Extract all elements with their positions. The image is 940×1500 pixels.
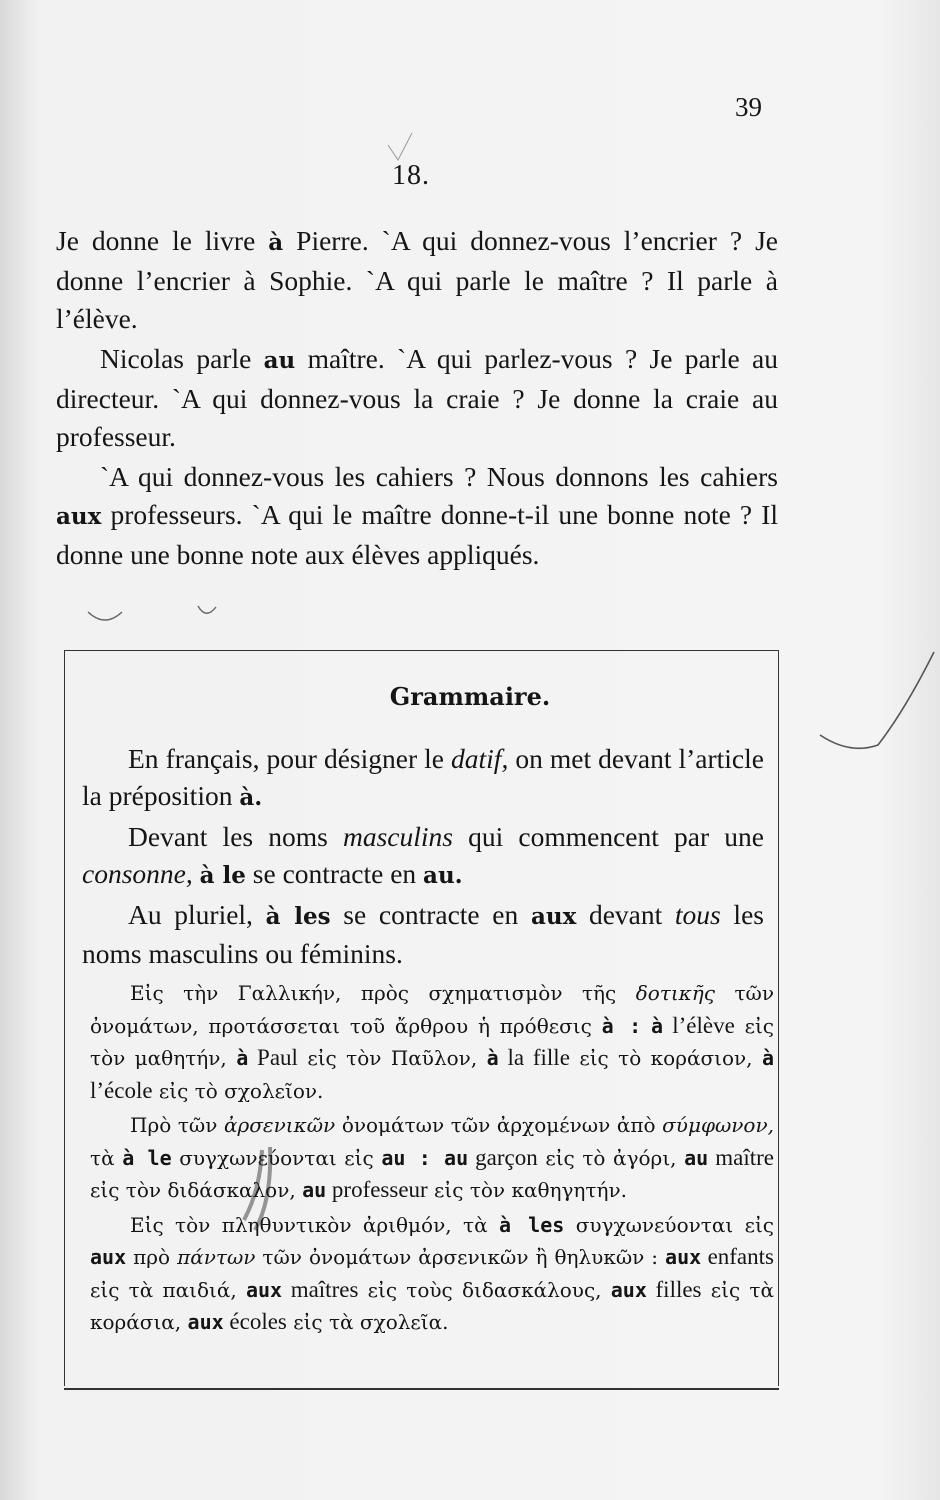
lesson-number: 18. [392,160,430,191]
ink-stroke [244,1147,270,1230]
page-number: 39 [735,92,762,122]
grammar-fr-paragraph-2: Devant les noms masculins qui commencent par une consonne, à le se contracte en au. [82,821,764,889]
grammar-gr-paragraph-2: Πρὸ τῶν ἀρσενικῶν ὀνομάτων τῶν ἀρχομένων ἀπὸ σύμφωνον, τὰ à le συγχωνεύονται εἰς au : au garçon εἰς τὸ ἀγόρι, au maître εἰς τὸν διδάσκαλον, au professeur εἰς τὸν καθηγητήν. [90,1113,774,1202]
pencil-stroke-underline [88,606,216,620]
pencil-stroke-checkmark [388,133,412,160]
pencil-stroke-margin [820,652,934,748]
reading-paragraph-1: Je donne le livre à Pierre. `A qui donnez-vous l’encrier ? Je donne l’encrier à Sophie. `A qui parle le maître ? Il parle à l’élève. [56,225,778,334]
grammar-gr-paragraph-1: Εἰς τὴν Γαλλικήν, πρὸς σχηματισμὸν τῆς δοτικῆς τῶν ὀνομάτων, προτάσσεται τοῦ ἄρθρου ἡ πρόθεσις à : à l’élève εἰς τὸν μαθητήν, à Paul εἰς τὸν Παῦλον, à la fille εἰς τὸ κοράσιον, à l’école εἰς τὸ σχολεῖον. [90,981,775,1103]
grammar-fr-paragraph-3: Au pluriel, à les se contracte en aux devant tous les noms masculins ou féminins. [82,899,764,969]
grammar-title: Grammaire. [389,682,551,711]
reading-paragraph-2: Nicolas parle au maître. `A qui parlez-vous ? Je parle au directeur. `A qui donnez-vous la craie ? Je donne la craie au professeur. [56,343,779,452]
grammar-gr-paragraph-3: Εἰς τὸν πληθυντικὸν ἀριθμόν, τὰ à les συγχωνεύονται εἰς aux πρὸ πάντων τῶν ὀνομάτων ἀρσενικῶν ἢ θηλυκῶν : aux enfants εἰς τὰ παιδιά, aux maîtres εἰς τοὺς διδασκάλους, aux filles εἰς τὰ κοράσια, aux écoles εἰς τὰ σχολεῖα. [90,1212,774,1334]
grammar-fr-paragraph-1: En français, pour désigner le datif, on met devant l’article la préposition à. [82,743,764,811]
reading-paragraph-3: `A qui donnez-vous les cahiers ? Nous donnons les cahiers aux professeurs. `A qui le maître donne-t-il une bonne note ? Il donne une bonne note aux élèves appliqués. [56,461,778,570]
